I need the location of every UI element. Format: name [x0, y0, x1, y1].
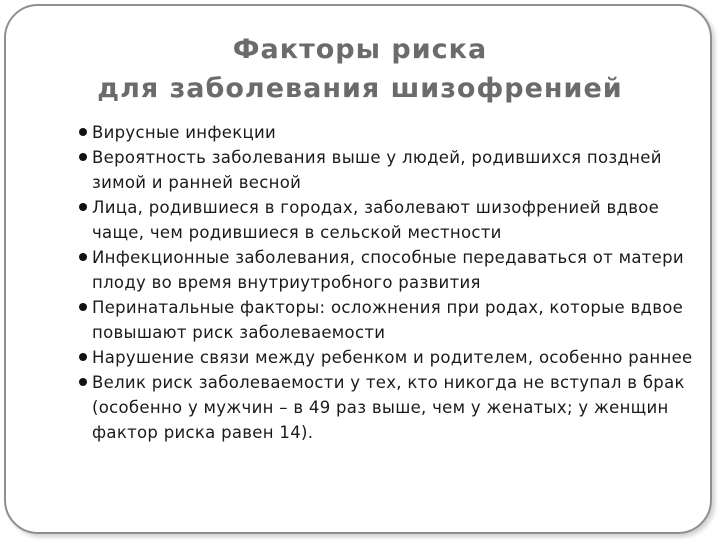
- bullet-dot-icon: [79, 253, 87, 261]
- bullet-text: Вирусные инфекции: [92, 123, 277, 142]
- bullet-text: Велик риск заболеваемости у тех, кто никогда не вступал в брак (особенно у мужчин – в 49 раз выше, чем у женатых; у женщин фактор риска равен 14).: [92, 373, 685, 442]
- bullet-dot-icon: [79, 203, 87, 211]
- bullet-text: Нарушение связи между ребенком и родителем, особенно раннее: [92, 348, 693, 367]
- bullet-dot-icon: [79, 128, 87, 136]
- slide-title: [0, 30, 720, 108]
- bullet-dot-icon: [79, 378, 87, 386]
- bullet-item-birth-season: [78, 145, 698, 195]
- bullet-item-viral-infections: [78, 120, 698, 145]
- bullet-item-attachment: [78, 345, 698, 370]
- bullet-text: Инфекционные заболевания, способные передаваться от матери плоду во время внутриутробного развития: [92, 248, 684, 292]
- bullet-text: Перинатальные факторы: осложнения при родах, которые вдвое повышают риск заболеваемости: [92, 298, 684, 342]
- bullet-dot-icon: [79, 303, 87, 311]
- bullet-item-marital-status: [78, 370, 698, 445]
- bullet-dot-icon: [79, 153, 87, 161]
- title-line-2: для заболевания шизофренией: [97, 73, 623, 104]
- bullet-item-prenatal-infections: [78, 245, 698, 295]
- title-line-1: Факторы риска: [232, 34, 488, 65]
- bullet-text: Лица, родившиеся в городах, заболевают шизофренией вдвое чаще, чем родившиеся в сельской местности: [92, 198, 660, 242]
- bullet-item-perinatal-factors: [78, 295, 698, 345]
- bullet-list: [78, 120, 698, 445]
- bullet-item-urban-birth: [78, 195, 698, 245]
- bullet-dot-icon: [79, 353, 87, 361]
- bullet-text: Вероятность заболевания выше у людей, родившихся поздней зимой и ранней весной: [92, 148, 662, 192]
